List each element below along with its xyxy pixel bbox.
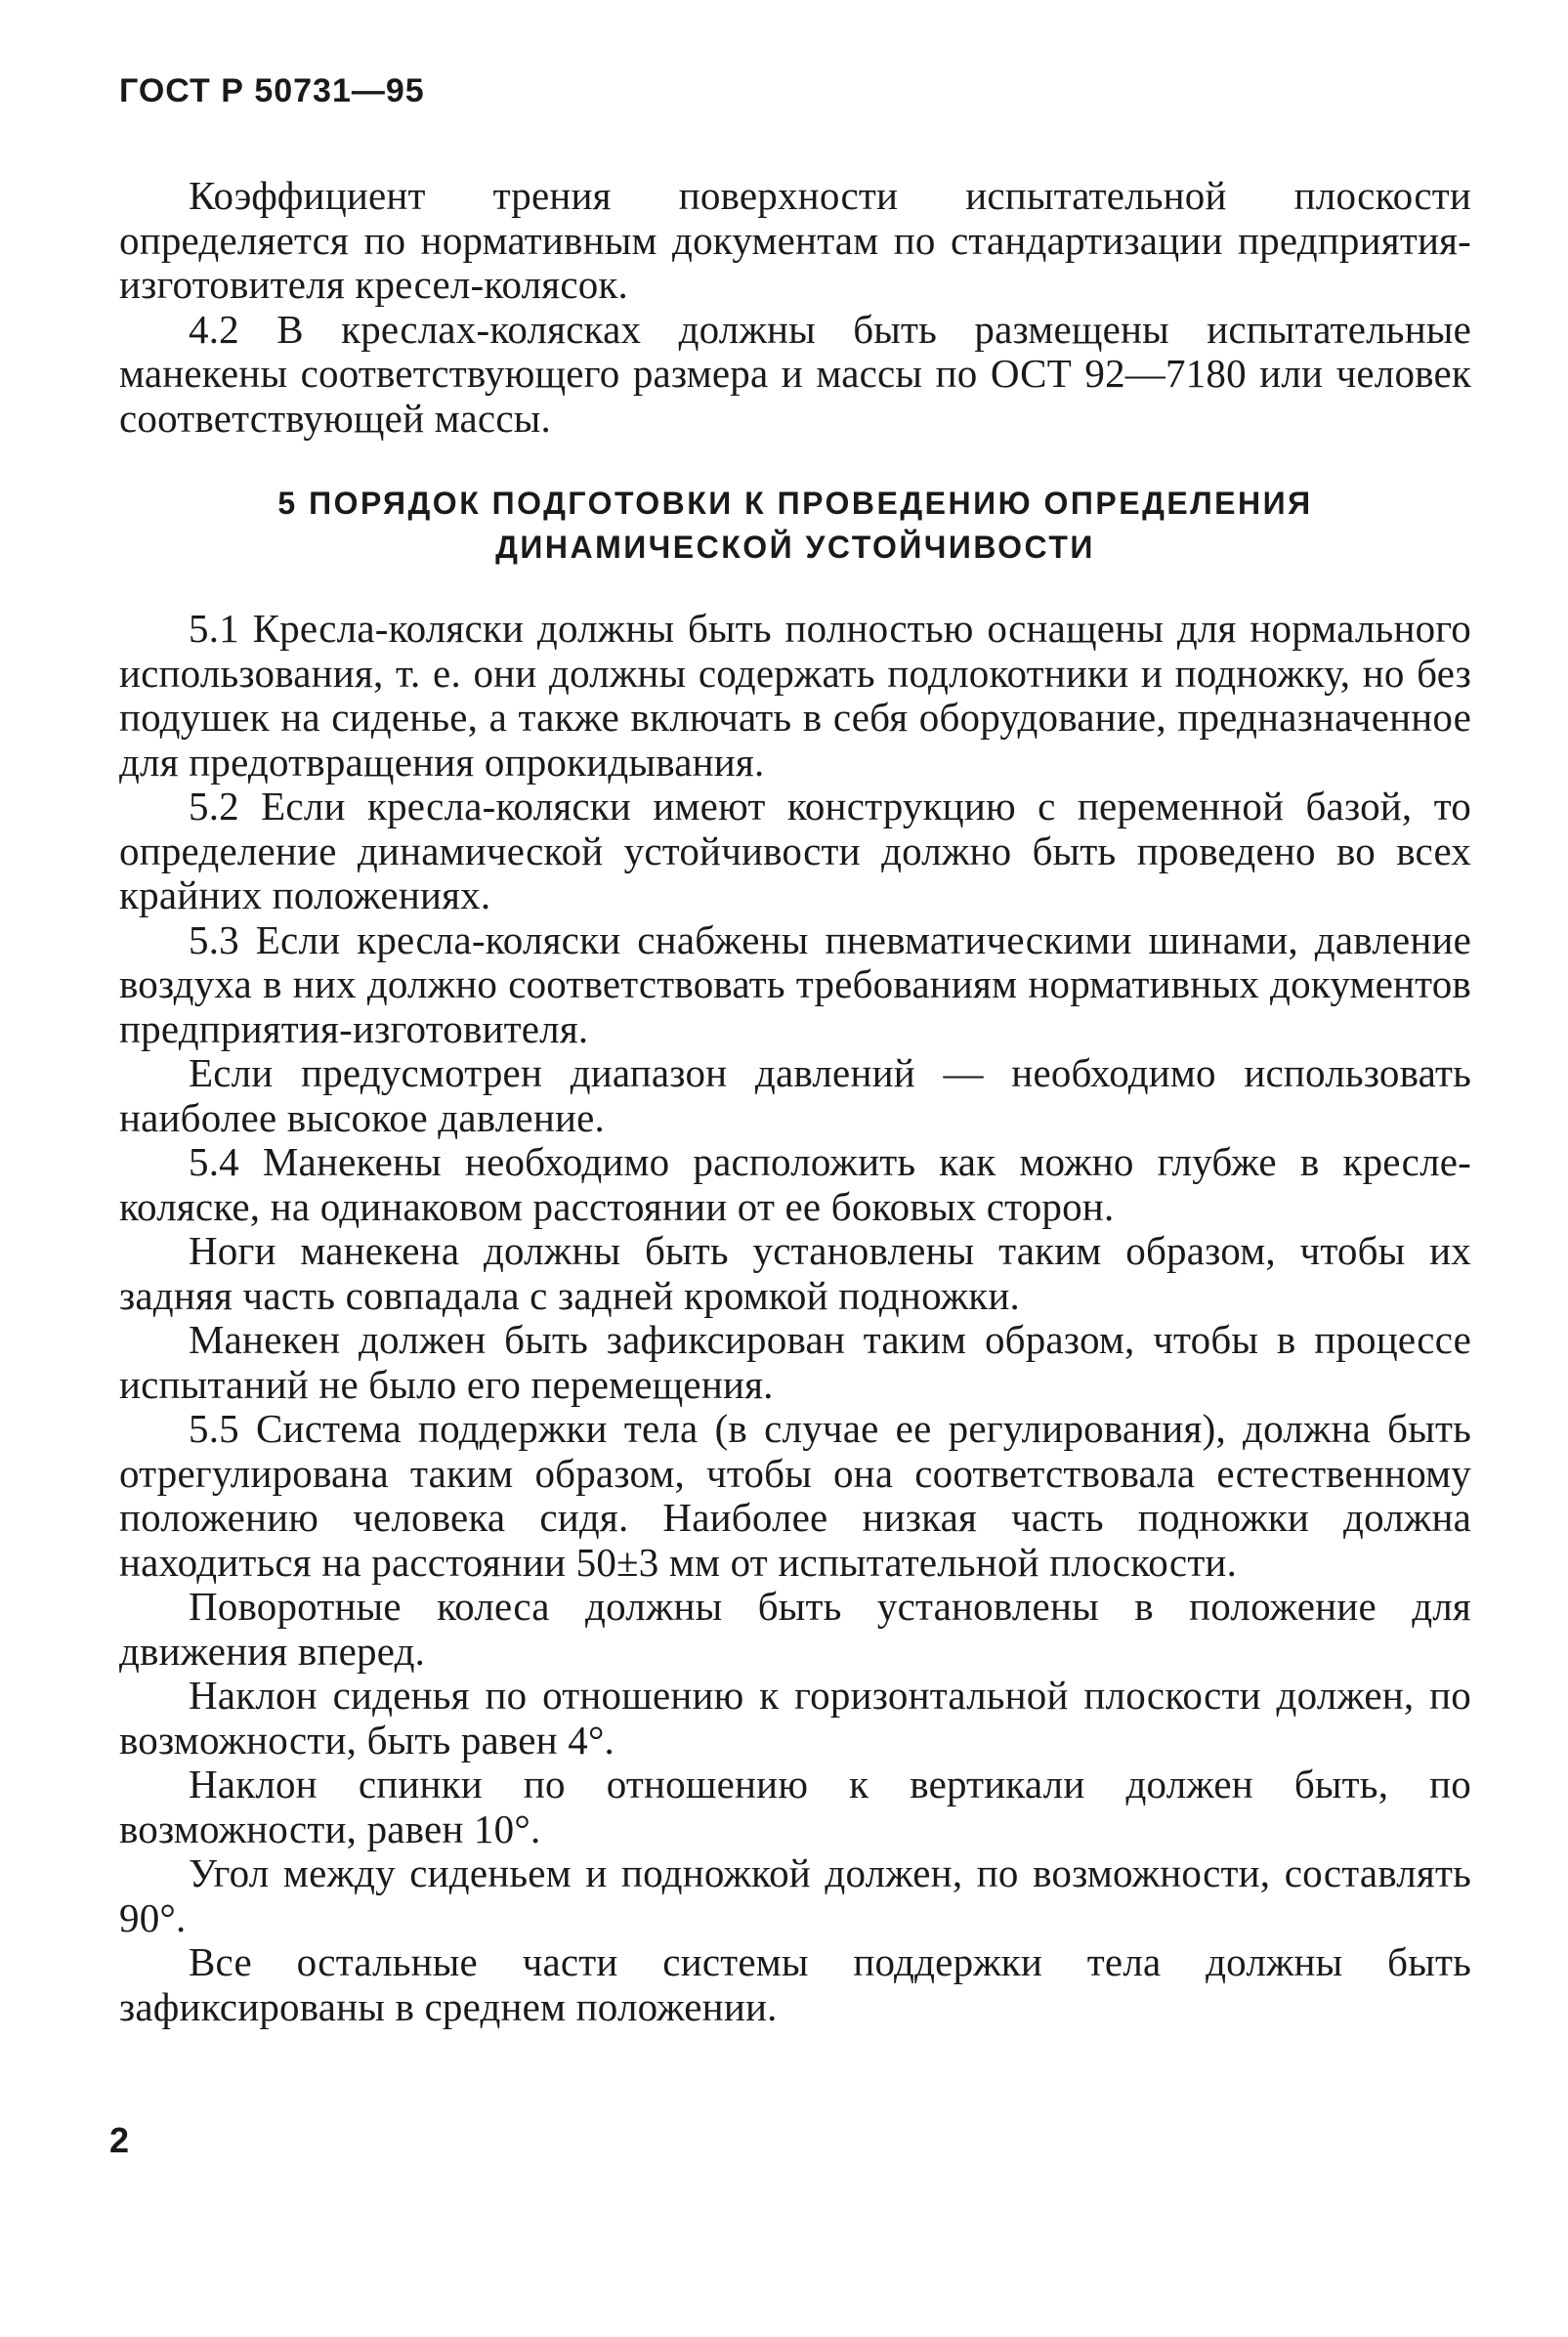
paragraph-5-2: 5.2 Если кресла-коляски имеют конструкцию с переменной базой, то определение динамической устойчивости должно быть проведено во всех крайних положениях. [119, 784, 1471, 917]
paragraph-pressure-range: Если предусмотрен диапазон давлений — необходимо использовать наиболее высокое давление. [119, 1050, 1471, 1140]
paragraph-5-5: 5.5 Система поддержки тела (в случае ее регулирования), должна быть отрегулирована таким образом, чтобы она соответствовала естественному положению человека сидя. Наиболее низкая часть подножки должна находиться на расстоянии 50±3 мм от испытательной плоскости. [119, 1406, 1471, 1585]
paragraph-seat-footrest-angle: Угол между сиденьем и подножкой должен, по возможности, составлять 90°. [119, 1850, 1471, 1940]
page-number: 2 [109, 2120, 130, 2160]
paragraph-back-incline: Наклон спинки по отношению к вертикали должен быть, по возможности, равен 10°. [119, 1762, 1471, 1851]
section-5-title [119, 482, 1471, 570]
section-title-line-2: ДИНАМИЧЕСКОЙ УСТОЙЧИВОСТИ [495, 530, 1095, 565]
section-title-line-1: 5 ПОРЯДОК ПОДГОТОВКИ К ПРОВЕДЕНИЮ ОПРЕДЕЛЕНИЯ [277, 486, 1313, 521]
paragraph-5-1: 5.1 Кресла-коляски должны быть полностью оснащены для нормального использования, т. е. они должны содержать подлокотники и подножку, но без подушек на сиденье, а также включать в себя оборудование, предназначенное для предотвращения опрокидывания. [119, 606, 1471, 785]
document-body [119, 174, 1471, 2029]
paragraph-5-4: 5.4 Манекены необходимо расположить как можно глубже в кресле-коляске, на одинаковом расстоянии от ее боковых сторон. [119, 1139, 1471, 1229]
paragraph-5-3: 5.3 Если кресла-коляски снабжены пневматическими шинами, давление воздуха в них должно соответствовать требованиям нормативных документов предприятия-изготовителя. [119, 916, 1471, 1051]
paragraph-4-2: 4.2 В креслах-колясках должны быть размещены испытательные манекены соответствующего размера и массы по ОСТ 92—7180 или человек соответствующей массы. [119, 306, 1471, 441]
standard-header: ГОСТ Р 50731—95 [119, 72, 425, 109]
paragraph-dummy-legs: Ноги манекена должны быть установлены таким образом, чтобы их задняя часть совпадала с задней кромкой подножки. [119, 1228, 1471, 1318]
paragraph-caster-wheels: Поворотные колеса должны быть установлены в положение для движения вперед. [119, 1584, 1471, 1674]
paragraph-seat-incline: Наклон сиденья по отношению к горизонтальной плоскости должен, по возможности, быть равен 4°. [119, 1673, 1471, 1763]
paragraph-friction-coefficient: Коэффициент трения поверхности испытательной плоскости определяется по нормативным документам по стандартизации предприятия-изготовителя кресел-колясок. [119, 173, 1471, 307]
paragraph-other-parts: Все остальные части системы поддержки тела должны быть зафиксированы в среднем положении. [119, 1939, 1471, 2029]
paragraph-dummy-fixed: Манекен должен быть зафиксирован таким образом, чтобы в процессе испытаний не было его перемещения. [119, 1317, 1471, 1407]
